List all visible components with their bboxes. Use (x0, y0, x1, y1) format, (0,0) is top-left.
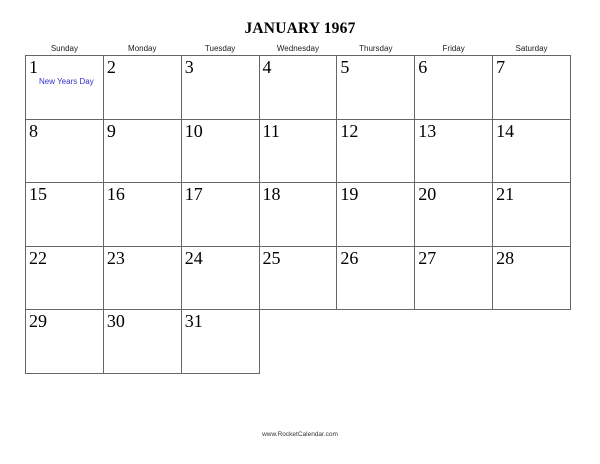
day-cell-31 (181, 310, 259, 374)
week-row-5 (26, 310, 571, 374)
day-cell-6 (415, 56, 493, 120)
week-row-3 (26, 183, 571, 247)
weekday-header-tuesday: Tuesday (204, 44, 236, 53)
empty-cell (259, 310, 337, 374)
day-number: 7 (496, 57, 506, 77)
day-number: 4 (262, 57, 272, 77)
day-cell-5 (337, 56, 415, 120)
day-cell-1 (26, 56, 104, 120)
day-cell-4 (259, 56, 337, 120)
day-cell-20 (415, 183, 493, 247)
weekday-header-wednesday: Wednesday (276, 44, 319, 53)
day-cell-7 (493, 56, 571, 120)
day-number: 20 (418, 184, 437, 204)
empty-cell (415, 310, 493, 374)
empty-cell (337, 310, 415, 374)
day-cell-14 (493, 119, 571, 183)
day-number: 23 (106, 247, 125, 268)
day-cell-26 (337, 246, 415, 310)
week-row-2 (26, 119, 571, 183)
day-number: 25 (262, 247, 281, 268)
day-number: 16 (106, 184, 125, 204)
day-number: 29 (29, 311, 47, 331)
empty-cell (493, 310, 571, 374)
day-number: 3 (184, 57, 194, 77)
day-cell-11 (259, 119, 337, 183)
day-number: 26 (340, 247, 359, 268)
day-cell-27 (415, 246, 493, 310)
calendar-grid (25, 40, 571, 374)
day-cell-8 (26, 119, 104, 183)
day-cell-19 (337, 183, 415, 247)
weekday-header-saturday: Saturday (515, 44, 548, 53)
day-number: 31 (184, 311, 203, 331)
day-cell-22 (26, 246, 104, 310)
day-cell-2 (103, 56, 181, 120)
day-number: 27 (418, 247, 437, 268)
day-number: 30 (106, 311, 125, 331)
day-number: 9 (106, 120, 116, 141)
day-cell-30 (103, 310, 181, 374)
day-number: 18 (262, 184, 281, 204)
day-cell-10 (181, 119, 259, 183)
day-number: 28 (496, 247, 515, 268)
weekday-header-friday: Friday (442, 44, 465, 53)
weekday-header-row (26, 40, 571, 56)
day-number: 22 (29, 247, 47, 268)
day-number: 12 (340, 120, 359, 141)
day-number: 5 (340, 57, 350, 77)
day-number: 11 (262, 120, 280, 141)
calendar-title: JANUARY 1967 (244, 20, 356, 37)
week-row-1 (26, 56, 571, 120)
day-number: 24 (184, 247, 203, 268)
day-number: 1 (29, 57, 38, 77)
day-cell-24 (181, 246, 259, 310)
day-number: 13 (418, 120, 437, 141)
day-cell-13 (415, 119, 493, 183)
day-number: 21 (496, 184, 515, 204)
weekday-header-sunday: Sunday (50, 44, 78, 53)
weekday-header-monday: Monday (128, 44, 157, 53)
week-row-4 (26, 246, 571, 310)
day-cell-3 (181, 56, 259, 120)
day-number: 2 (106, 57, 116, 77)
day-cell-9 (103, 119, 181, 183)
day-number: 14 (496, 120, 515, 141)
day-number: 6 (418, 57, 428, 77)
day-number: 17 (184, 184, 203, 204)
holiday-label: New Years Day (39, 77, 94, 86)
day-number: 10 (184, 120, 203, 141)
footer-url: www.RocketCalendar.com (262, 431, 338, 438)
weekday-header-thursday: Thursday (359, 44, 393, 53)
day-cell-18 (259, 183, 337, 247)
day-cell-16 (103, 183, 181, 247)
day-cell-12 (337, 119, 415, 183)
day-number: 8 (29, 120, 38, 141)
day-cell-17 (181, 183, 259, 247)
day-cell-28 (493, 246, 571, 310)
day-cell-25 (259, 246, 337, 310)
day-cell-29 (26, 310, 104, 374)
day-number: 15 (29, 184, 47, 204)
day-cell-15 (26, 183, 104, 247)
day-number: 19 (340, 184, 359, 204)
day-cell-21 (493, 183, 571, 247)
day-cell-23 (103, 246, 181, 310)
